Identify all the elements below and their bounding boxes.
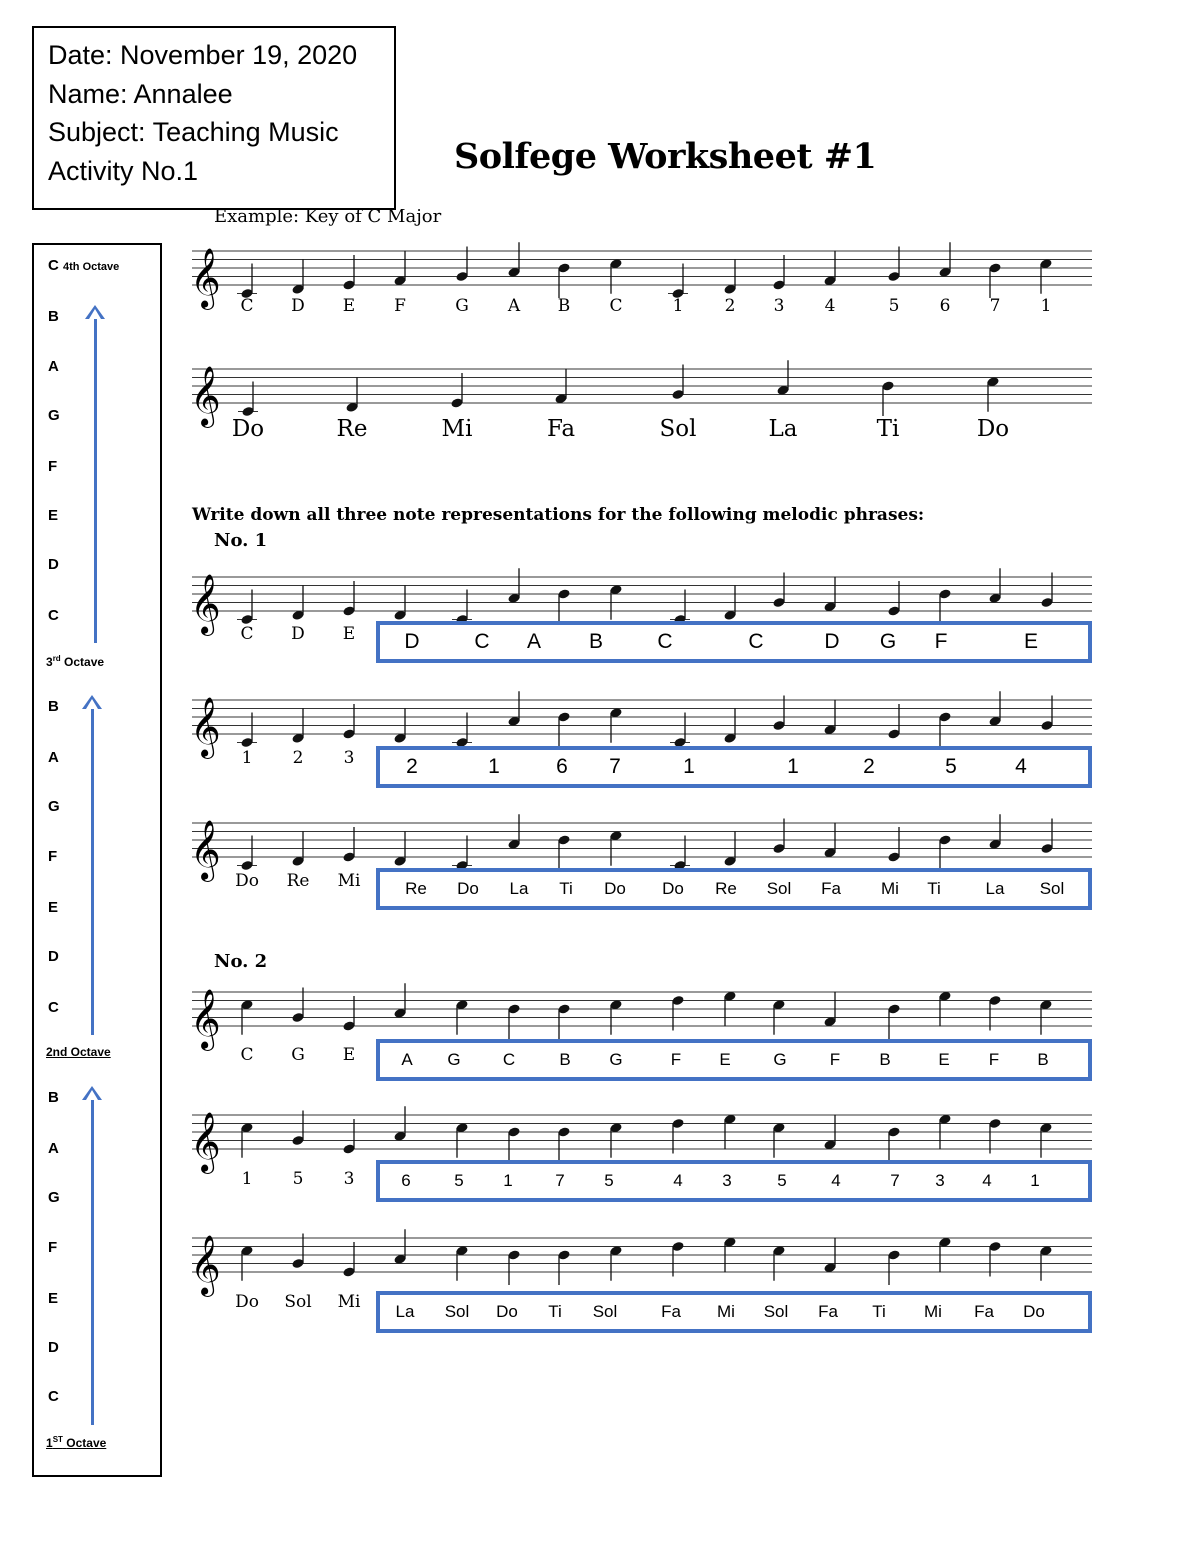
answer-letter: G xyxy=(447,1050,461,1069)
note xyxy=(557,262,570,298)
note xyxy=(823,700,836,736)
note xyxy=(342,1119,355,1155)
example-label: Example: Key of C Major xyxy=(214,206,442,227)
answer-solfege: Fa xyxy=(661,1302,681,1321)
note xyxy=(240,1245,253,1281)
sidebar-note: E xyxy=(48,899,59,916)
date-line: Date: November 19, 2020 xyxy=(48,40,358,70)
note xyxy=(291,708,304,744)
note xyxy=(609,584,622,620)
answer-letter: F xyxy=(988,1050,1000,1069)
treble-clef-icon: 𝄞 xyxy=(190,574,221,634)
example-note-label: B xyxy=(557,296,571,316)
note xyxy=(237,836,257,872)
note xyxy=(291,988,304,1024)
note xyxy=(776,360,789,396)
answer-number: 7 xyxy=(555,1171,565,1190)
example-solfege-label: Mi xyxy=(441,416,473,442)
note xyxy=(988,814,1001,850)
answer-number: 6 xyxy=(401,1171,411,1190)
note xyxy=(887,704,900,740)
note xyxy=(938,1114,951,1150)
note xyxy=(671,995,684,1031)
example-note-label: 2 xyxy=(724,296,736,316)
answer-solfege: La xyxy=(395,1302,415,1321)
note xyxy=(557,711,570,747)
note xyxy=(393,1229,406,1265)
sidebar-note: G xyxy=(48,798,60,815)
note xyxy=(887,1249,900,1285)
sidebar-note: B xyxy=(48,308,59,325)
note xyxy=(723,991,736,1027)
answer-number: 4 xyxy=(673,1171,683,1190)
note xyxy=(823,992,836,1028)
answer-solfege: Sol xyxy=(444,1302,470,1321)
answer-letter: E xyxy=(719,1050,731,1069)
answer-letter: C xyxy=(657,630,673,653)
note xyxy=(238,382,258,418)
example-solfege-label: La xyxy=(768,416,798,442)
answer-letter: B xyxy=(559,1050,571,1069)
note xyxy=(823,823,836,859)
answer-letter: E xyxy=(938,1050,950,1069)
sidebar-note: A xyxy=(48,1140,59,1157)
example-note-label: 6 xyxy=(939,296,951,316)
note xyxy=(670,590,690,626)
note xyxy=(772,696,785,732)
example-note-label: 4 xyxy=(824,296,836,316)
sidebar-note: C xyxy=(48,607,59,624)
example-note-label: 7 xyxy=(989,296,1001,316)
note xyxy=(507,1003,520,1039)
note xyxy=(455,1122,468,1158)
answer-letter: C xyxy=(502,1050,516,1069)
note xyxy=(723,1114,736,1150)
note xyxy=(342,996,355,1032)
note xyxy=(557,1003,570,1039)
answer-solfege: Do xyxy=(1023,1302,1045,1321)
treble-clef-icon: 𝄞 xyxy=(190,697,221,757)
answer-box-phrase2-numbers[interactable] xyxy=(376,1160,1092,1202)
note xyxy=(887,1003,900,1039)
note xyxy=(938,242,951,278)
note xyxy=(938,588,951,624)
example-solfege-label: Do xyxy=(976,416,1010,442)
phrase2-solfege-prompt: Sol xyxy=(284,1292,312,1312)
subject-line: Subject: Teaching Music xyxy=(48,117,339,147)
answer-solfege: Fa xyxy=(974,1302,994,1321)
note xyxy=(988,568,1001,604)
note xyxy=(291,259,304,295)
answer-number: 4 xyxy=(1015,755,1027,778)
note xyxy=(988,262,1001,298)
answer-solfege: Mi xyxy=(881,879,899,898)
note xyxy=(609,1122,622,1158)
phrase1-solfege-prompt: Do xyxy=(235,871,259,891)
note xyxy=(668,264,688,300)
phrase2-number-prompt: 5 xyxy=(292,1169,304,1189)
answer-solfege: Sol xyxy=(763,1302,789,1321)
note xyxy=(772,819,785,855)
answer-number: 3 xyxy=(935,1171,945,1190)
note xyxy=(557,1249,570,1285)
page-title: Solfege Worksheet #1 xyxy=(454,136,877,177)
answer-solfege: Do xyxy=(662,879,684,898)
note xyxy=(823,1238,836,1274)
phrase1-solfege-prompt: Mi xyxy=(337,871,361,891)
answer-number: 4 xyxy=(831,1171,841,1190)
answer-number: 4 xyxy=(982,1171,992,1190)
example-solfege-label: Ti xyxy=(876,416,900,442)
answer-number: 1 xyxy=(787,755,799,778)
answer-number: 1 xyxy=(503,1171,513,1190)
sidebar-note: D xyxy=(48,1339,59,1356)
answer-box-phrase1-solfege[interactable] xyxy=(376,868,1092,910)
phrase2-letter-prompt: E xyxy=(342,1045,356,1065)
note xyxy=(887,1126,900,1162)
sidebar-note: A xyxy=(48,749,59,766)
answer-solfege: La xyxy=(985,879,1005,898)
treble-clef-icon: 𝄞 xyxy=(190,989,221,1049)
note xyxy=(986,376,999,412)
treble-clef-icon: 𝄞 xyxy=(190,248,221,308)
note xyxy=(988,1118,1001,1154)
sidebar-note: B xyxy=(48,698,59,715)
note xyxy=(452,836,472,872)
note xyxy=(557,588,570,624)
sidebar-note: F xyxy=(48,1239,58,1256)
answer-solfege: Do xyxy=(496,1302,518,1321)
note xyxy=(887,581,900,617)
example-note-label: F xyxy=(394,296,406,316)
sidebar-note: D xyxy=(48,556,59,573)
phrase2-number-prompt: 3 xyxy=(343,1169,355,1189)
note xyxy=(237,590,257,626)
answer-letter: G xyxy=(773,1050,787,1069)
note xyxy=(609,258,622,294)
note xyxy=(291,831,304,867)
note xyxy=(455,1245,468,1281)
note xyxy=(1040,573,1053,609)
answer-solfege: Sol xyxy=(592,1302,618,1321)
sidebar-note: F xyxy=(48,848,58,865)
note xyxy=(723,708,736,744)
note xyxy=(1039,999,1052,1035)
note xyxy=(988,1241,1001,1277)
note xyxy=(507,1249,520,1285)
answer-number: 5 xyxy=(454,1171,464,1190)
phrase2-solfege-prompt: Mi xyxy=(337,1292,361,1312)
note xyxy=(671,1118,684,1154)
answer-box-phrase2-solfege[interactable] xyxy=(376,1291,1092,1333)
note xyxy=(507,568,520,604)
note xyxy=(723,259,736,295)
sidebar-note-c4: C xyxy=(48,257,59,274)
note xyxy=(609,999,622,1035)
sidebar-note: D xyxy=(48,948,59,965)
answer-number: 1 xyxy=(488,755,500,778)
note xyxy=(723,585,736,621)
name-line: Name: Annalee xyxy=(48,78,233,109)
answer-letter: A xyxy=(401,1050,413,1069)
sidebar-note: E xyxy=(48,507,59,524)
answer-box-phrase2-letters[interactable] xyxy=(376,1039,1092,1081)
note xyxy=(237,264,257,300)
answer-letter: D xyxy=(404,630,420,653)
note xyxy=(938,711,951,747)
note xyxy=(507,242,520,278)
answer-letter: F xyxy=(829,1050,841,1069)
answer-number: 1 xyxy=(1030,1171,1040,1190)
note xyxy=(507,691,520,727)
note xyxy=(670,836,690,872)
answer-solfege: Re xyxy=(405,879,427,898)
note xyxy=(938,1237,951,1273)
answer-solfege: Do xyxy=(604,879,626,898)
phrase1-number-prompt: 2 xyxy=(292,748,304,768)
answer-number: 5 xyxy=(945,755,957,778)
answer-solfege: Fa xyxy=(821,879,841,898)
answer-solfege: Ti xyxy=(559,879,573,898)
example-note-label: 3 xyxy=(773,296,785,316)
answer-solfege: Ti xyxy=(548,1302,562,1321)
example-note-label: 5 xyxy=(888,296,900,316)
note xyxy=(291,585,304,621)
note xyxy=(507,814,520,850)
staff-2 xyxy=(190,360,1092,442)
answer-solfege: La xyxy=(509,879,529,898)
note xyxy=(455,999,468,1035)
note xyxy=(393,585,406,621)
note xyxy=(291,1234,304,1270)
example-note-label: 1 xyxy=(1040,296,1052,316)
answer-letter: G xyxy=(879,630,897,653)
answer-solfege: Sol xyxy=(766,879,792,898)
example-solfege-label: Re xyxy=(336,416,368,442)
treble-clef-icon: 𝄞 xyxy=(190,1112,221,1172)
answer-box-phrase1-numbers[interactable] xyxy=(376,746,1092,788)
answer-letter: C xyxy=(474,630,490,653)
answer-number: 5 xyxy=(604,1171,614,1190)
note xyxy=(772,999,785,1035)
note xyxy=(345,377,358,413)
note xyxy=(240,999,253,1035)
note xyxy=(452,590,472,626)
octave-4-label: 4th Octave xyxy=(63,261,120,273)
note xyxy=(393,1106,406,1142)
note xyxy=(240,1122,253,1158)
note xyxy=(772,1122,785,1158)
note xyxy=(1039,1122,1052,1158)
note xyxy=(609,830,622,866)
answer-number: 7 xyxy=(890,1171,900,1190)
note xyxy=(291,1111,304,1147)
answer-number: 7 xyxy=(609,755,621,778)
note xyxy=(450,373,463,409)
note xyxy=(342,704,355,740)
answer-letter: E xyxy=(1023,630,1039,653)
note xyxy=(671,1241,684,1277)
note xyxy=(342,581,355,617)
example-solfege-label: Fa xyxy=(546,416,576,442)
note xyxy=(1040,819,1053,855)
answer-number: 6 xyxy=(556,755,568,778)
answer-solfege: Do xyxy=(457,879,479,898)
phrase1-number-prompt: 1 xyxy=(241,748,253,768)
sidebar-note: G xyxy=(48,407,60,424)
example-note-label: E xyxy=(342,296,356,316)
phrase1-letter-prompt: C xyxy=(240,624,254,644)
example-note-label: A xyxy=(507,296,521,316)
treble-clef-icon: 𝄞 xyxy=(190,820,221,880)
treble-clef-icon: 𝄞 xyxy=(190,366,221,426)
note xyxy=(237,713,257,749)
answer-letter: B xyxy=(588,630,604,653)
note xyxy=(671,365,684,401)
phrase2-number-prompt: 1 xyxy=(241,1169,253,1189)
sidebar-note: E xyxy=(48,1290,59,1307)
answer-solfege: Sol xyxy=(1039,879,1065,898)
sidebar-note: B xyxy=(48,1089,59,1106)
answer-solfege: Re xyxy=(715,879,737,898)
example-solfege-label: Do xyxy=(231,416,265,442)
note xyxy=(557,834,570,870)
note xyxy=(393,708,406,744)
answer-solfege: Ti xyxy=(927,879,941,898)
example-note-label: C xyxy=(240,296,254,316)
instruction-text: Write down all three note representations for the following melodic phrases: xyxy=(192,505,925,525)
phrase1-number-prompt: 3 xyxy=(343,748,355,768)
phrase2-letter-prompt: G xyxy=(291,1045,305,1065)
note xyxy=(938,834,951,870)
note xyxy=(772,1245,785,1281)
note xyxy=(455,247,468,283)
note xyxy=(772,573,785,609)
note xyxy=(557,1126,570,1162)
octave-1-label: 1ST Octave xyxy=(46,1435,107,1450)
note xyxy=(393,251,406,287)
treble-clef-icon: 𝄞 xyxy=(190,1235,221,1295)
answer-box-phrase1-letters[interactable] xyxy=(376,621,1092,663)
note xyxy=(393,831,406,867)
answer-letter: C xyxy=(748,630,764,653)
answer-solfege: Mi xyxy=(924,1302,942,1321)
answer-solfege: Fa xyxy=(818,1302,838,1321)
note xyxy=(881,380,894,416)
note xyxy=(1039,1245,1052,1281)
note xyxy=(988,995,1001,1031)
note xyxy=(887,247,900,283)
note xyxy=(723,1237,736,1273)
note xyxy=(1040,696,1053,732)
answer-letter: A xyxy=(526,630,542,653)
note xyxy=(342,827,355,863)
note xyxy=(772,255,785,291)
note xyxy=(723,831,736,867)
answer-letter: B xyxy=(1037,1050,1049,1069)
answer-number: 2 xyxy=(863,755,875,778)
answer-solfege: Ti xyxy=(872,1302,886,1321)
note xyxy=(938,991,951,1027)
answer-letter: B xyxy=(879,1050,891,1069)
phrase-1-label: No. 1 xyxy=(214,530,268,551)
note xyxy=(609,707,622,743)
note xyxy=(823,1115,836,1151)
answer-number: 2 xyxy=(406,755,418,778)
activity-line: Activity No.1 xyxy=(48,155,199,186)
phrase-2-label: No. 2 xyxy=(214,951,268,972)
note xyxy=(609,1245,622,1281)
phrase1-letter-prompt: E xyxy=(342,624,356,644)
phrase2-solfege-prompt: Do xyxy=(235,1292,259,1312)
example-note-label: 1 xyxy=(672,296,684,316)
answer-number: 5 xyxy=(777,1171,787,1190)
example-note-label: D xyxy=(291,296,305,316)
sidebar-note: G xyxy=(48,1189,60,1206)
answer-number: 1 xyxy=(683,755,695,778)
phrase1-letter-prompt: D xyxy=(291,624,305,644)
answer-number: 3 xyxy=(722,1171,732,1190)
example-solfege-label: Sol xyxy=(659,416,697,442)
note xyxy=(670,713,690,749)
note xyxy=(823,251,836,287)
sidebar-note: F xyxy=(48,458,58,475)
note xyxy=(393,983,406,1019)
answer-letter: D xyxy=(824,630,840,653)
sidebar-note: C xyxy=(48,999,59,1016)
phrase1-solfege-prompt: Re xyxy=(286,871,310,891)
note xyxy=(823,577,836,613)
answer-letter: F xyxy=(670,1050,682,1069)
phrase2-letter-prompt: C xyxy=(240,1045,254,1065)
answer-letter: F xyxy=(934,630,948,653)
note xyxy=(507,1126,520,1162)
answer-letter: G xyxy=(609,1050,623,1069)
note xyxy=(988,691,1001,727)
octave-2-label: 2nd Octave xyxy=(46,1045,111,1059)
note xyxy=(452,713,472,749)
note xyxy=(554,369,567,405)
answer-solfege: Mi xyxy=(717,1302,735,1321)
note xyxy=(342,1242,355,1278)
example-note-label: G xyxy=(455,296,469,316)
note xyxy=(1039,258,1052,294)
note xyxy=(887,827,900,863)
sidebar-note: A xyxy=(48,358,59,375)
note xyxy=(342,255,355,291)
staff-1 xyxy=(190,242,1092,316)
sidebar-note: C xyxy=(48,1388,59,1405)
example-note-label: C xyxy=(609,296,623,316)
octave-3-label: 3rd Octave xyxy=(46,654,105,669)
